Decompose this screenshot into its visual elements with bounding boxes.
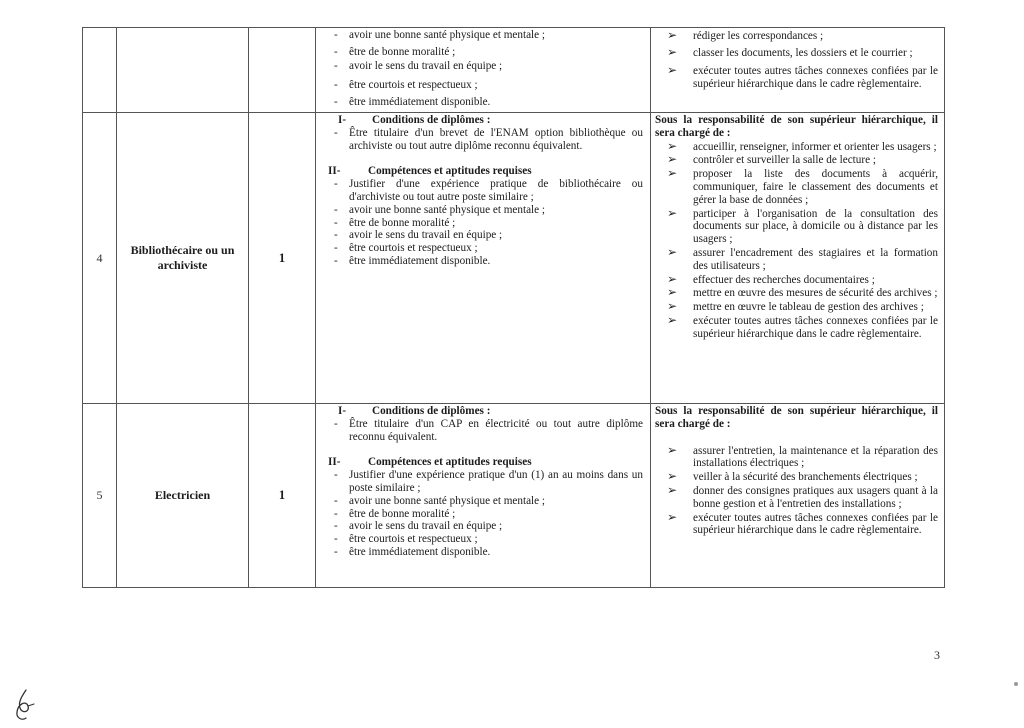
arrow-icon: ➢ <box>667 271 678 286</box>
job-title-cell: Bibliothécaire ou un archiviste <box>117 113 249 404</box>
task-item: ➢ exécuter toutes autres tâches connexes confiées par le supérieur hiérarchique dans le cadre règlementaire. <box>667 63 938 90</box>
tasks-lead: Sous la responsabilité de son supérieur hiérarchique, il sera chargé de : <box>655 114 938 139</box>
condition-item: - être immédiatement disponible. <box>328 255 643 268</box>
task-item: ➢ mettre en œuvre le tableau de gestion des archives ; <box>667 299 924 314</box>
arrow-icon: ➢ <box>667 299 678 314</box>
section-numeral: I- <box>338 405 347 417</box>
condition-item: - avoir une bonne santé physique et mentale ; <box>328 204 643 217</box>
table-row-4 <box>83 113 945 404</box>
condition-item: - avoir une bonne santé physique et mentale ; <box>328 495 643 508</box>
task-item: ➢ mettre en œuvre des mesures de sécurité des archives ; <box>667 285 938 300</box>
arrow-icon: ➢ <box>667 63 678 77</box>
tasks-lead: Sous la responsabilité de son supérieur hiérarchique, il sera chargé de : <box>655 405 938 430</box>
dash-marker: - <box>334 417 338 430</box>
task-item: ➢ rédiger les correspondances ; <box>667 28 824 42</box>
page-number: 3 <box>934 648 940 662</box>
condition-item: - être courtois et respectueux ; <box>328 242 643 255</box>
task-item: ➢ exécuter toutes autres tâches connexes confiées par le supérieur hiérarchique dans le cadre règlementaire. <box>667 509 938 537</box>
task-item: ➢ participer à l'organisation de la consultation des documents sur place, à domicile ou à distance par les usagers ; <box>667 205 938 246</box>
condition-item: - être de bonne moralité ; <box>328 217 643 230</box>
arrow-icon: ➢ <box>667 469 678 484</box>
section-numeral: II- <box>328 165 341 178</box>
scan-speck <box>1014 682 1018 686</box>
section-gap <box>328 152 643 165</box>
section-heading-skills: II- Compétences et aptitudes requises <box>328 165 532 178</box>
arrow-icon: ➢ <box>667 442 678 457</box>
dash-marker: - <box>334 216 338 229</box>
task-item: ➢ contrôler et surveiller la salle de lecture ; <box>667 152 876 167</box>
dash-marker: - <box>334 203 338 216</box>
condition-item: - Être titulaire d'un CAP en électricité ou tout autre diplôme reconnu équivalent. <box>328 418 643 444</box>
condition-item: - être immédiatement disponible. <box>328 96 643 110</box>
task-item: ➢ proposer la liste des documents à acquérir, communiquer, faire le classement des documents et gérer la base de données ; <box>667 166 938 206</box>
condition-item: - être courtois et respectueux ; <box>328 533 643 546</box>
condition-item: - Justifier d'une expérience pratique d'un (1) an au moins dans un poste similaire ; <box>328 469 643 495</box>
section-gap <box>328 443 643 456</box>
conditions-cell <box>316 113 651 404</box>
condition-item: - Justifier d'une expérience pratique de bibliothécaire ou d'archiviste ou tout autre poste similaire ; <box>328 178 643 204</box>
dash-marker: - <box>334 469 338 482</box>
arrow-icon: ➢ <box>667 482 678 497</box>
dash-marker: - <box>334 60 338 72</box>
task-item: ➢ classer les documents, les dossiers et le courrier ; <box>667 45 913 59</box>
section-heading-diplomas: I- Conditions de diplômes : <box>328 114 643 127</box>
dash-marker: - <box>334 46 338 58</box>
condition-item: - avoir le sens du travail en équipe ; <box>328 520 643 533</box>
dash-marker: - <box>334 79 338 91</box>
dash-marker: - <box>334 96 338 108</box>
condition-item: - avoir le sens du travail en équipe ; <box>328 229 643 242</box>
tasks-cell <box>651 113 945 404</box>
table-row-continuation <box>83 28 945 113</box>
arrow-icon: ➢ <box>667 152 678 167</box>
task-item: ➢ veiller à la sécurité des branchements électriques ; <box>667 469 918 484</box>
dash-marker: - <box>334 533 338 546</box>
condition-item: - avoir une bonne santé physique et mentale ; <box>328 29 643 46</box>
condition-item: - être de bonne moralité ; <box>328 508 643 521</box>
arrow-icon: ➢ <box>667 244 678 259</box>
table-row-5 <box>83 404 945 588</box>
dash-marker: - <box>334 494 338 507</box>
task-item: ➢ exécuter toutes autres tâches connexes confiées par le supérieur hiérarchique dans le cadre règlementaire. <box>667 312 938 340</box>
dash-marker: - <box>334 178 338 191</box>
conditions-cell <box>316 28 651 113</box>
dash-marker: - <box>334 254 338 267</box>
dash-marker: - <box>334 507 338 520</box>
arrow-icon: ➢ <box>667 138 678 153</box>
task-item: ➢ assurer l'encadrement des stagiaires et la formation des utilisateurs ; <box>667 244 938 272</box>
row-number-cell: 5 <box>83 404 117 588</box>
arrow-icon: ➢ <box>667 312 678 327</box>
task-item: ➢ donner des consignes pratiques aux usagers quant à la bonne gestion et à l'entretien des installations ; <box>667 482 938 510</box>
condition-item: - avoir le sens du travail en équipe ; <box>328 60 643 79</box>
arrow-icon: ➢ <box>667 205 678 220</box>
dash-marker: - <box>334 520 338 533</box>
tasks-gap <box>655 431 938 444</box>
arrow-icon: ➢ <box>667 509 678 524</box>
dash-marker: - <box>334 29 338 41</box>
task-item: ➢ assurer l'entretien, la maintenance et la réparation des installations électriques ; <box>667 442 938 470</box>
dash-marker: - <box>334 229 338 242</box>
task-item: ➢ accueillir, renseigner, informer et orienter les usagers ; <box>667 138 937 153</box>
signature-mark <box>12 688 38 722</box>
job-requirements-table <box>82 27 945 588</box>
section-heading-diplomas: I- Conditions de diplômes : <box>328 405 643 418</box>
arrow-icon: ➢ <box>667 166 678 181</box>
condition-item: - être immédiatement disponible. <box>328 546 643 559</box>
task-item: ➢ effectuer des recherches documentaires ; <box>667 271 875 286</box>
position-count-cell: 1 <box>249 404 316 588</box>
conditions-list <box>328 29 643 110</box>
dash-marker: - <box>334 545 338 558</box>
dash-marker: - <box>334 242 338 255</box>
tasks-cell <box>651 28 945 113</box>
row-number-cell: 4 <box>83 113 117 404</box>
condition-item: - être courtois et respectueux ; <box>328 79 643 96</box>
conditions-cell <box>316 404 651 588</box>
arrow-icon: ➢ <box>667 28 678 42</box>
dash-marker: - <box>334 126 338 139</box>
job-title-cell: Electricien <box>117 404 249 588</box>
job-title-cell <box>117 28 249 113</box>
section-numeral: II- <box>328 456 341 469</box>
condition-item: - être de bonne moralité ; <box>328 46 643 60</box>
arrow-icon: ➢ <box>667 285 678 300</box>
condition-item: - Être titulaire d'un brevet de l'ENAM option bibliothèque ou archiviste ou tout autre diplôme reconnu équivalent. <box>328 127 643 153</box>
arrow-icon: ➢ <box>667 45 678 59</box>
position-count-cell: 1 <box>249 113 316 404</box>
position-count-cell <box>249 28 316 113</box>
section-numeral: I- <box>338 114 347 126</box>
section-heading-skills: II- Compétences et aptitudes requises <box>328 456 532 469</box>
tasks-cell <box>651 404 945 588</box>
row-number-cell <box>83 28 117 113</box>
